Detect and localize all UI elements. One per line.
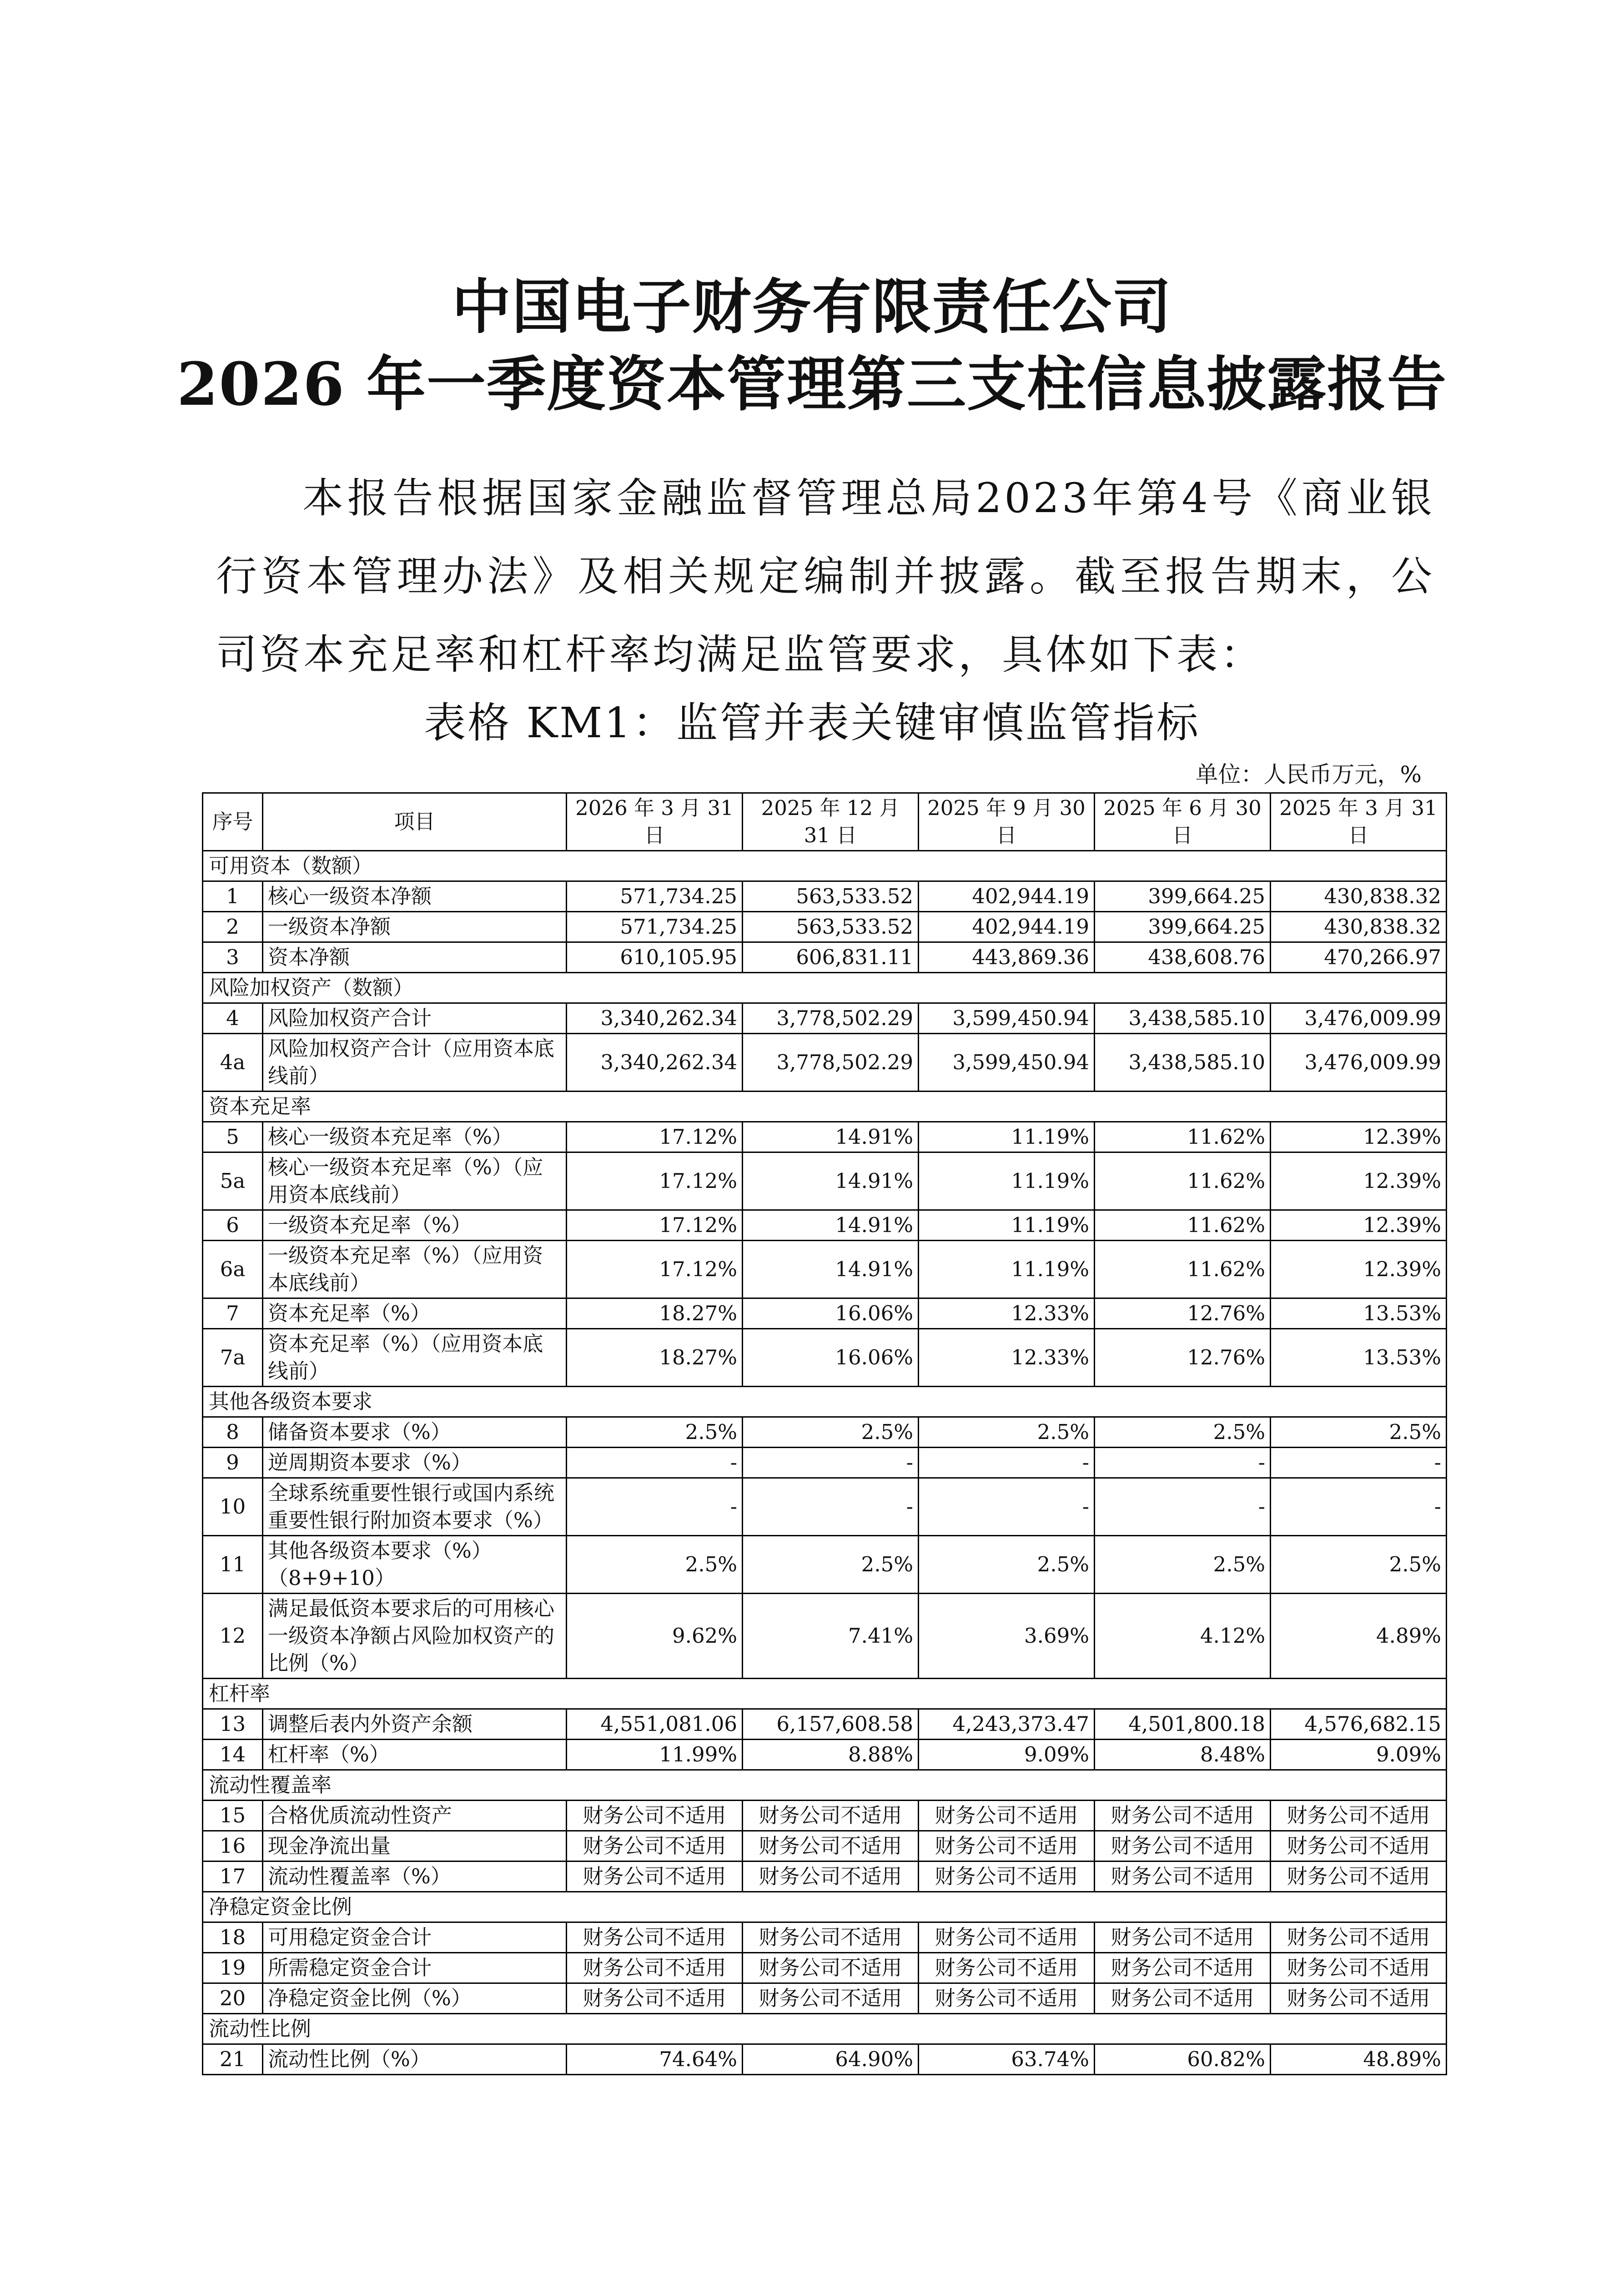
- row-value: 399,664.25: [1095, 912, 1271, 942]
- row-no: 11: [203, 1536, 263, 1594]
- table-row: [203, 1861, 1447, 1892]
- row-value: 14.91%: [743, 1241, 919, 1298]
- header-date-1: 2026 年 3 月 31 日: [567, 793, 743, 851]
- row-value: 3,340,262.34: [567, 1034, 743, 1092]
- row-value: 财务公司不适用: [567, 1831, 743, 1861]
- row-no: 13: [203, 1709, 263, 1740]
- row-value: 64.90%: [743, 2044, 919, 2075]
- row-no: 18: [203, 1922, 263, 1953]
- row-value: 11.19%: [919, 1122, 1095, 1152]
- row-no: 10: [203, 1478, 263, 1536]
- row-value: 3.69%: [919, 1594, 1095, 1679]
- row-value: 2.5%: [919, 1417, 1095, 1448]
- row-value: 财务公司不适用: [1095, 1953, 1271, 1983]
- row-value: 9.09%: [919, 1740, 1095, 1770]
- row-no: 4a: [203, 1034, 263, 1092]
- row-value: 13.53%: [1271, 1298, 1447, 1329]
- table-row: [203, 1448, 1447, 1478]
- row-no: 2: [203, 912, 263, 942]
- row-value: 3,599,450.94: [919, 1003, 1095, 1034]
- row-value: 财务公司不适用: [567, 1801, 743, 1831]
- row-value: 2.5%: [1271, 1417, 1447, 1448]
- row-value: 3,438,585.10: [1095, 1034, 1271, 1092]
- row-value: -: [1095, 1448, 1271, 1478]
- row-value: 3,438,585.10: [1095, 1003, 1271, 1034]
- row-value: -: [919, 1478, 1095, 1536]
- table-row: [203, 1709, 1447, 1740]
- row-value: 14.91%: [743, 1210, 919, 1241]
- row-value: 4.89%: [1271, 1594, 1447, 1679]
- row-value: 60.82%: [1095, 2044, 1271, 2075]
- section-title: 杠杆率: [203, 1679, 1447, 1709]
- table-row: [203, 1831, 1447, 1861]
- header-date-5: 2025 年 3 月 31 日: [1271, 793, 1447, 851]
- row-item: 资本净额: [263, 942, 567, 973]
- row-value: 18.27%: [567, 1329, 743, 1387]
- row-value: 14.91%: [743, 1152, 919, 1210]
- row-value: 财务公司不适用: [1095, 1983, 1271, 2014]
- table-row: [203, 1122, 1447, 1152]
- row-no: 21: [203, 2044, 263, 2075]
- row-value: 402,944.19: [919, 912, 1095, 942]
- table-row: [203, 1210, 1447, 1241]
- row-value: 4.12%: [1095, 1594, 1271, 1679]
- km1-table: [202, 792, 1447, 2075]
- row-value: 18.27%: [567, 1298, 743, 1329]
- row-no: 9: [203, 1448, 263, 1478]
- row-item: 储备资本要求（%）: [263, 1417, 567, 1448]
- row-value: 12.33%: [919, 1298, 1095, 1329]
- section-row: [203, 851, 1447, 881]
- row-value: 3,599,450.94: [919, 1034, 1095, 1092]
- header-item: 项目: [263, 793, 567, 851]
- row-value: 9.62%: [567, 1594, 743, 1679]
- row-value: -: [567, 1478, 743, 1536]
- section-title: 其他各级资本要求: [203, 1387, 1447, 1417]
- row-value: 3,476,009.99: [1271, 1034, 1447, 1092]
- row-item: 杠杆率（%）: [263, 1740, 567, 1770]
- row-value: -: [743, 1478, 919, 1536]
- row-item: 其他各级资本要求（%）（8+9+10）: [263, 1536, 567, 1594]
- row-value: 11.19%: [919, 1152, 1095, 1210]
- row-value: 17.12%: [567, 1152, 743, 1210]
- row-value: -: [1271, 1478, 1447, 1536]
- row-value: 443,869.36: [919, 942, 1095, 973]
- table-row: [203, 1922, 1447, 1953]
- row-value: 571,734.25: [567, 912, 743, 942]
- table-row: [203, 1034, 1447, 1092]
- row-item: 资本充足率（%）（应用资本底线前）: [263, 1329, 567, 1387]
- row-value: 48.89%: [1271, 2044, 1447, 2075]
- row-no: 15: [203, 1801, 263, 1831]
- row-value: 财务公司不适用: [743, 1801, 919, 1831]
- row-value: 563,533.52: [743, 912, 919, 942]
- row-value: 63.74%: [919, 2044, 1095, 2075]
- row-value: -: [1095, 1478, 1271, 1536]
- row-value: 财务公司不适用: [743, 1922, 919, 1953]
- row-value: 财务公司不适用: [743, 1831, 919, 1861]
- row-value: 12.39%: [1271, 1241, 1447, 1298]
- row-value: 11.19%: [919, 1241, 1095, 1298]
- row-item: 一级资本充足率（%）（应用资本底线前）: [263, 1241, 567, 1298]
- section-row: [203, 973, 1447, 1003]
- section-title: 资本充足率: [203, 1092, 1447, 1122]
- row-no: 20: [203, 1983, 263, 2014]
- row-value: 财务公司不适用: [567, 1922, 743, 1953]
- row-value: 11.62%: [1095, 1122, 1271, 1152]
- table-caption: 表格 KM1：监管并表关键审慎监管指标: [424, 699, 1200, 747]
- row-value: 4,501,800.18: [1095, 1709, 1271, 1740]
- row-no: 8: [203, 1417, 263, 1448]
- table-row: [203, 912, 1447, 942]
- row-value: 402,944.19: [919, 881, 1095, 912]
- section-row: [203, 1092, 1447, 1122]
- section-row: [203, 2014, 1447, 2044]
- row-value: 财务公司不适用: [567, 1953, 743, 1983]
- table-row: [203, 1801, 1447, 1831]
- row-no: 3: [203, 942, 263, 973]
- row-value: 470,266.97: [1271, 942, 1447, 973]
- row-value: 430,838.32: [1271, 912, 1447, 942]
- row-value: 12.33%: [919, 1329, 1095, 1387]
- row-item: 现金净流出量: [263, 1831, 567, 1861]
- unit-note: 单位：人民币万元，%: [1195, 761, 1422, 788]
- section-row: [203, 1679, 1447, 1709]
- row-value: 财务公司不适用: [919, 1861, 1095, 1892]
- row-value: 财务公司不适用: [567, 1983, 743, 2014]
- header-date-2: 2025 年 12 月 31 日: [743, 793, 919, 851]
- section-row: [203, 1387, 1447, 1417]
- row-value: 财务公司不适用: [919, 1922, 1095, 1953]
- row-value: 74.64%: [567, 2044, 743, 2075]
- row-value: 610,105.95: [567, 942, 743, 973]
- row-no: 7a: [203, 1329, 263, 1387]
- table-row: [203, 2044, 1447, 2075]
- row-value: 16.06%: [743, 1329, 919, 1387]
- header-date-4: 2025 年 6 月 30 日: [1095, 793, 1271, 851]
- table-row: [203, 1241, 1447, 1298]
- table-row: [203, 1478, 1447, 1536]
- row-value: 2.5%: [567, 1417, 743, 1448]
- row-value: 财务公司不适用: [743, 1861, 919, 1892]
- row-value: 571,734.25: [567, 881, 743, 912]
- row-item: 核心一级资本充足率（%）: [263, 1122, 567, 1152]
- row-value: -: [919, 1448, 1095, 1478]
- row-value: 2.5%: [1095, 1536, 1271, 1594]
- row-item: 合格优质流动性资产: [263, 1801, 567, 1831]
- row-value: 财务公司不适用: [919, 1831, 1095, 1861]
- row-value: 财务公司不适用: [1095, 1831, 1271, 1861]
- row-value: 3,778,502.29: [743, 1003, 919, 1034]
- row-value: 4,551,081.06: [567, 1709, 743, 1740]
- row-value: 财务公司不适用: [1271, 1922, 1447, 1953]
- row-value: 11.62%: [1095, 1152, 1271, 1210]
- row-value: 606,831.11: [743, 942, 919, 973]
- table-row: [203, 1740, 1447, 1770]
- row-value: 财务公司不适用: [1271, 1831, 1447, 1861]
- row-no: 4: [203, 1003, 263, 1034]
- row-value: 17.12%: [567, 1122, 743, 1152]
- section-title: 净稳定资金比例: [203, 1892, 1447, 1922]
- row-value: 12.39%: [1271, 1210, 1447, 1241]
- row-value: 2.5%: [743, 1417, 919, 1448]
- section-row: [203, 1770, 1447, 1801]
- row-value: 财务公司不适用: [1095, 1801, 1271, 1831]
- row-value: 12.39%: [1271, 1152, 1447, 1210]
- row-value: -: [743, 1448, 919, 1478]
- section-title: 流动性覆盖率: [203, 1770, 1447, 1801]
- row-value: 8.88%: [743, 1740, 919, 1770]
- row-no: 12: [203, 1594, 263, 1679]
- row-value: 3,340,262.34: [567, 1003, 743, 1034]
- row-value: 17.12%: [567, 1241, 743, 1298]
- row-value: 11.99%: [567, 1740, 743, 1770]
- row-value: 财务公司不适用: [919, 1983, 1095, 2014]
- row-value: 2.5%: [919, 1536, 1095, 1594]
- row-value: 2.5%: [1271, 1536, 1447, 1594]
- table-row: [203, 1953, 1447, 1983]
- row-value: 12.76%: [1095, 1329, 1271, 1387]
- table-header-row: [203, 793, 1447, 851]
- section-row: [203, 1892, 1447, 1922]
- row-value: 438,608.76: [1095, 942, 1271, 973]
- report-title-line-2: 2026 年一季度资本管理第三支柱信息披露报告: [176, 349, 1448, 419]
- row-value: 12.76%: [1095, 1298, 1271, 1329]
- row-no: 6: [203, 1210, 263, 1241]
- row-value: 3,476,009.99: [1271, 1003, 1447, 1034]
- row-no: 1: [203, 881, 263, 912]
- table-row: [203, 1983, 1447, 2014]
- row-value: 7.41%: [743, 1594, 919, 1679]
- row-item: 满足最低资本要求后的可用核心一级资本净额占风险加权资产的比例（%）: [263, 1594, 567, 1679]
- row-value: 8.48%: [1095, 1740, 1271, 1770]
- row-value: 399,664.25: [1095, 881, 1271, 912]
- section-title: 流动性比例: [203, 2014, 1447, 2044]
- header-no: 序号: [203, 793, 263, 851]
- row-item: 所需稳定资金合计: [263, 1953, 567, 1983]
- row-item: 一级资本充足率（%）: [263, 1210, 567, 1241]
- row-value: -: [1271, 1448, 1447, 1478]
- table-row: [203, 1594, 1447, 1679]
- row-value: 财务公司不适用: [919, 1801, 1095, 1831]
- row-item: 风险加权资产合计: [263, 1003, 567, 1034]
- row-value: -: [567, 1448, 743, 1478]
- row-value: 11.62%: [1095, 1210, 1271, 1241]
- row-no: 17: [203, 1861, 263, 1892]
- row-item: 资本充足率（%）: [263, 1298, 567, 1329]
- row-value: 财务公司不适用: [1271, 1953, 1447, 1983]
- row-value: 财务公司不适用: [1271, 1801, 1447, 1831]
- intro-text: 本报告根据国家金融监督管理总局2023年第4号《商业银行资本管理办法》及相关规定编制并披露。截至报告期末，公司资本充足率和杠杆率均满足监管要求，具体如下表：: [216, 474, 1435, 679]
- table-row: [203, 1536, 1447, 1594]
- row-value: 财务公司不适用: [743, 1983, 919, 2014]
- row-value: 财务公司不适用: [1271, 1861, 1447, 1892]
- row-value: 财务公司不适用: [1095, 1922, 1271, 1953]
- header-date-3: 2025 年 9 月 30 日: [919, 793, 1095, 851]
- section-title: 风险加权资产（数额）: [203, 973, 1447, 1003]
- row-value: 430,838.32: [1271, 881, 1447, 912]
- table-row: [203, 942, 1447, 973]
- row-no: 14: [203, 1740, 263, 1770]
- row-no: 16: [203, 1831, 263, 1861]
- row-value: 6,157,608.58: [743, 1709, 919, 1740]
- row-value: 9.09%: [1271, 1740, 1447, 1770]
- row-item: 全球系统重要性银行或国内系统重要性银行附加资本要求（%）: [263, 1478, 567, 1536]
- row-value: 16.06%: [743, 1298, 919, 1329]
- row-item: 核心一级资本充足率（%）（应用资本底线前）: [263, 1152, 567, 1210]
- section-title: 可用资本（数额）: [203, 851, 1447, 881]
- row-no: 6a: [203, 1241, 263, 1298]
- row-value: 财务公司不适用: [567, 1861, 743, 1892]
- row-value: 14.91%: [743, 1122, 919, 1152]
- row-value: 11.62%: [1095, 1241, 1271, 1298]
- row-item: 风险加权资产合计（应用资本底线前）: [263, 1034, 567, 1092]
- report-title-line-1: 中国电子财务有限责任公司: [452, 272, 1172, 342]
- row-value: 4,243,373.47: [919, 1709, 1095, 1740]
- row-item: 净稳定资金比例（%）: [263, 1983, 567, 2014]
- row-value: 563,533.52: [743, 881, 919, 912]
- row-no: 5a: [203, 1152, 263, 1210]
- row-item: 流动性比例（%）: [263, 2044, 567, 2075]
- row-no: 5: [203, 1122, 263, 1152]
- row-value: 2.5%: [743, 1536, 919, 1594]
- table-row: [203, 881, 1447, 912]
- row-value: 财务公司不适用: [919, 1953, 1095, 1983]
- row-value: 12.39%: [1271, 1122, 1447, 1152]
- row-item: 一级资本净额: [263, 912, 567, 942]
- row-value: 4,576,682.15: [1271, 1709, 1447, 1740]
- row-item: 可用稳定资金合计: [263, 1922, 567, 1953]
- row-value: 财务公司不适用: [1271, 1983, 1447, 2014]
- row-value: 2.5%: [1095, 1417, 1271, 1448]
- row-value: 11.19%: [919, 1210, 1095, 1241]
- row-value: 财务公司不适用: [1095, 1861, 1271, 1892]
- row-value: 17.12%: [567, 1210, 743, 1241]
- row-item: 调整后表内外资产余额: [263, 1709, 567, 1740]
- intro-paragraph: [216, 459, 1435, 694]
- row-item: 流动性覆盖率（%）: [263, 1861, 567, 1892]
- row-value: 13.53%: [1271, 1329, 1447, 1387]
- table-row: [203, 1329, 1447, 1387]
- row-value: 财务公司不适用: [743, 1953, 919, 1983]
- table-row: [203, 1152, 1447, 1210]
- row-value: 2.5%: [567, 1536, 743, 1594]
- row-value: 3,778,502.29: [743, 1034, 919, 1092]
- row-no: 19: [203, 1953, 263, 1983]
- table-row: [203, 1298, 1447, 1329]
- row-no: 7: [203, 1298, 263, 1329]
- row-item: 逆周期资本要求（%）: [263, 1448, 567, 1478]
- table-row: [203, 1417, 1447, 1448]
- row-item: 核心一级资本净额: [263, 881, 567, 912]
- table-row: [203, 1003, 1447, 1034]
